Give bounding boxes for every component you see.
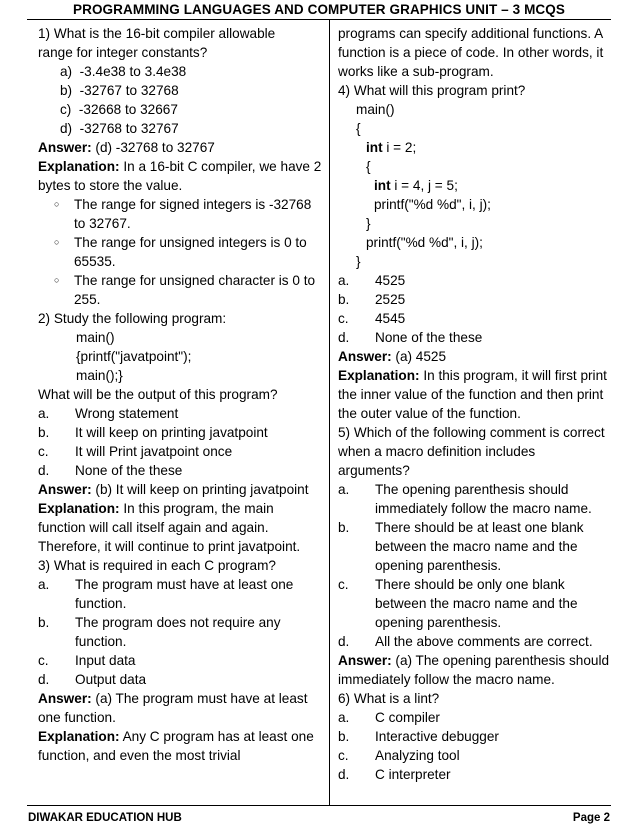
- column-divider: [329, 20, 330, 805]
- right-column: [338, 24, 610, 784]
- q5-option-b: b. There should be at least one blank between the macro name and the opening parenthesis.: [338, 520, 584, 573]
- q2-code-line: main();}: [76, 368, 123, 383]
- q2-code-line: {printf("javatpoint");: [76, 349, 192, 364]
- q1-explanation: Explanation: In a 16-bit C compiler, we have 2 bytes to store the value.: [38, 159, 322, 193]
- q4-option-d: d. None of the these: [338, 330, 483, 345]
- left-column: [38, 24, 324, 765]
- q5-option-c: c. There should be only one blank between the macro name and the opening parenthesis.: [338, 577, 578, 630]
- q3-explanation-continued: programs can specify additional functions. A function is a piece of code. In other words, it works like a sub-program.: [338, 26, 604, 79]
- answer-label: Answer:: [38, 140, 92, 155]
- explanation-label: Explanation:: [38, 159, 120, 174]
- q4-code-line: int i = 2;: [366, 140, 417, 155]
- q6-option-c: c. Analyzing tool: [338, 748, 460, 763]
- q6-option-b: b. Interactive debugger: [338, 729, 499, 744]
- q6-option-d: d. C interpreter: [338, 767, 451, 782]
- explanation-label: Explanation:: [38, 729, 120, 744]
- q5-answer: Answer: (a) The opening parenthesis should immediately follow the macro name.: [338, 653, 610, 687]
- question-6: 6) What is a lint?: [338, 691, 440, 706]
- q5-option-a: a. The opening parenthesis should immediately follow the macro name.: [338, 482, 592, 516]
- q4-code-line: {: [366, 159, 371, 174]
- q1-answer: Answer: (d) -32768 to 32767: [38, 140, 215, 155]
- q6-option-a: a. C compiler: [338, 710, 440, 725]
- q3-option-a: a. The program must have at least one function.: [38, 577, 294, 611]
- question-1-line2: range for integer constants?: [38, 45, 208, 60]
- q4-code-line: printf("%d %d", i, j);: [374, 197, 491, 212]
- q1-option-c: c) -32668 to 32667: [60, 102, 178, 117]
- q2-option-b: b. It will keep on printing javatpoint: [38, 425, 268, 440]
- q3-answer: Answer: (a) The program must have at least one function.: [38, 691, 308, 725]
- q4-code-line: int i = 4, j = 5;: [374, 178, 458, 193]
- q4-code-line: printf("%d %d", i, j);: [366, 235, 483, 250]
- q4-code-line: main(): [356, 102, 395, 117]
- q2-explanation: Explanation: In this program, the main function will call itself again and again. Therefore, it will continue to print javatpoint.: [38, 501, 301, 554]
- question-3: 3) What is required in each C program?: [38, 558, 276, 573]
- q3-option-d: d. Output data: [38, 672, 147, 687]
- bullet-icon: ○: [54, 237, 60, 247]
- q4-code-line: {: [356, 121, 361, 136]
- q4-answer: Answer: (a) 4525: [338, 349, 447, 364]
- q4-code-line: }: [356, 254, 361, 269]
- q1-option-b: b) -32767 to 32768: [60, 83, 179, 98]
- footer-rule: [27, 805, 611, 806]
- q1-bullet-2: ○ The range for unsigned integers is 0 to 65535.: [54, 235, 307, 269]
- q2-prompt: What will be the output of this program?: [38, 387, 278, 402]
- q1-option-d: d) -32768 to 32767: [60, 121, 179, 136]
- q4-code-line: }: [366, 216, 371, 231]
- q4-explanation: Explanation: In this program, it will first print the inner value of the function and then print the outer value of the function.: [338, 368, 607, 421]
- explanation-label: Explanation:: [338, 368, 420, 383]
- answer-label: Answer:: [38, 482, 92, 497]
- q1-bullet-3: ○ The range for unsigned character is 0 to 255.: [54, 273, 316, 307]
- question-4: 4) What will this program print?: [338, 83, 526, 98]
- q5-option-d: d. All the above comments are correct.: [338, 634, 593, 649]
- page-number: Page 2: [572, 812, 610, 824]
- answer-label: Answer:: [338, 349, 392, 364]
- q3-explanation: Explanation: Any C program has at least one function, and even the most trivial: [38, 729, 314, 763]
- q2-code-line: main(): [76, 330, 115, 345]
- bullet-icon: ○: [54, 275, 60, 285]
- page-header: PROGRAMMING LANGUAGES AND COMPUTER GRAPHICS UNIT – 3 MCQS: [73, 2, 565, 17]
- q4-option-c: c. 4545: [338, 311, 406, 326]
- q1-bullet-1: ○ The range for signed integers is -32768 to 32767.: [54, 197, 312, 231]
- explanation-label: Explanation:: [38, 501, 120, 516]
- q3-option-c: c. Input data: [38, 653, 136, 668]
- q2-option-d: d. None of the these: [38, 463, 183, 478]
- header-rule: [27, 19, 611, 20]
- answer-label: Answer:: [338, 653, 392, 668]
- q2-answer: Answer: (b) It will keep on printing javatpoint: [38, 482, 309, 497]
- question-1-line1: 1) What is the 16-bit compiler allowable: [38, 26, 276, 41]
- question-5: 5) Which of the following comment is correct when a macro definition includes arguments?: [338, 425, 605, 478]
- q4-option-b: b. 2525: [338, 292, 406, 307]
- q4-option-a: a. 4525: [338, 273, 406, 288]
- answer-label: Answer:: [38, 691, 92, 706]
- q1-option-a: a) -3.4e38 to 3.4e38: [60, 64, 187, 79]
- q2-option-a: a. Wrong statement: [38, 406, 179, 421]
- footer-publisher: DIWAKAR EDUCATION HUB: [28, 812, 182, 824]
- bullet-icon: ○: [54, 199, 60, 209]
- q3-option-b: b. The program does not require any function.: [38, 615, 281, 649]
- q2-option-c: c. It will Print javatpoint once: [38, 444, 233, 459]
- question-2: 2) Study the following program:: [38, 311, 227, 326]
